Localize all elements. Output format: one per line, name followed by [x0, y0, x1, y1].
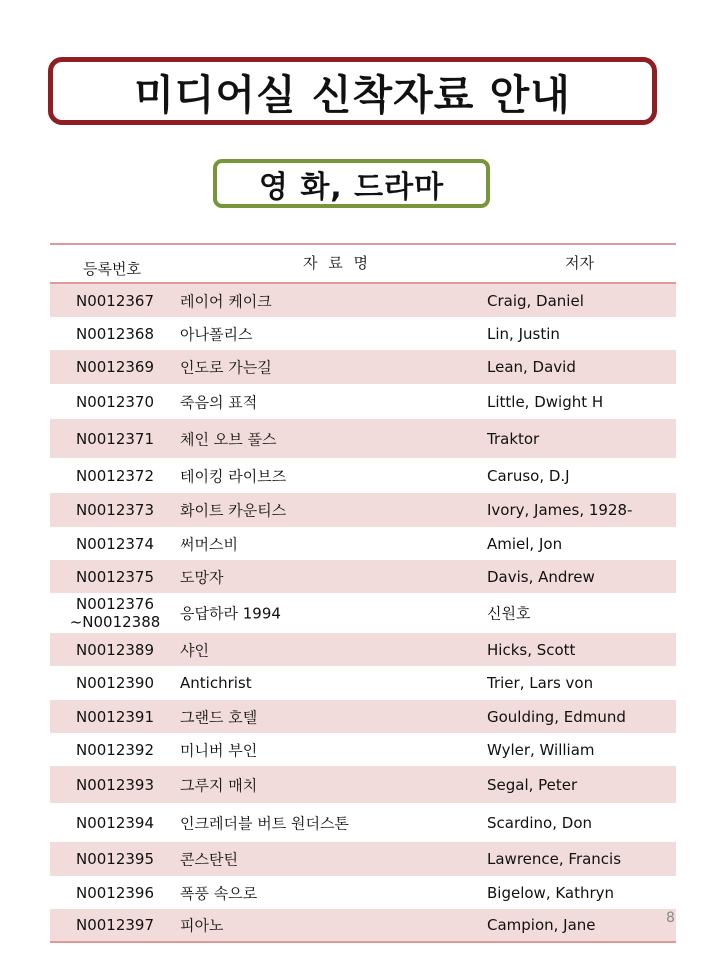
reg-no-cell: N0012395: [75, 850, 155, 868]
table-row: [50, 733, 676, 766]
author-cell: Amiel, Jon: [487, 534, 563, 553]
reg-no-cell: N0012372: [75, 466, 155, 485]
title-cell: 인도로 가는길: [180, 358, 272, 377]
author-cell: Ivory, James, 1928-: [487, 501, 633, 519]
reg-no-cell: N0012373: [75, 501, 155, 519]
author-cell: Lawrence, Francis: [487, 850, 622, 868]
author-cell: Scardino, Don: [487, 813, 593, 832]
title-cell: 도망자: [180, 568, 224, 586]
reg-no-cell: N0012368: [75, 324, 155, 343]
table-row: [50, 633, 676, 666]
title-cell: 죽음의 표적: [180, 393, 258, 411]
author-cell: Caruso, D.J: [487, 466, 570, 485]
table-row: [50, 419, 676, 458]
table-row: [50, 803, 676, 842]
table-row: [50, 876, 676, 909]
table-row: [50, 766, 676, 803]
table-row: [50, 493, 676, 527]
column-header-reg-no: 등록번호: [83, 260, 141, 278]
author-cell: Craig, Daniel: [487, 291, 584, 310]
reg-no-cell: N0012397: [75, 916, 155, 934]
title-cell: 콘스탄틴: [180, 850, 238, 869]
title-cell: 응답하라 1994: [180, 604, 281, 623]
reg-no-cell: N0012369: [75, 358, 155, 376]
table-row: [50, 666, 676, 700]
title-cell: 미니버 부인: [180, 741, 258, 759]
reg-no-cell: N0012390: [75, 674, 155, 692]
title-cell: 그루지 매치: [180, 776, 258, 794]
author-cell: Trier, Lars von: [487, 674, 594, 692]
title-cell: 폭풍 속으로: [180, 884, 258, 902]
title-cell: Antichrist: [180, 674, 252, 692]
reg-no-cell: N0012392: [75, 740, 155, 759]
reg-no-cell: N0012391: [75, 707, 155, 726]
title-cell: 인크레더블 버트 원더스톤: [180, 814, 349, 832]
title-cell: 그랜드 호텔: [180, 708, 258, 726]
author-cell: Hicks, Scott: [487, 640, 576, 659]
table-row: [50, 284, 676, 317]
author-cell: Lean, David: [487, 358, 576, 376]
title-cell: 테이킹 라이브즈: [180, 467, 287, 485]
table-row: [50, 384, 676, 419]
author-cell: Goulding, Edmund: [487, 707, 626, 726]
table-row: [50, 842, 676, 876]
author-cell: Lin, Justin: [487, 324, 560, 343]
acquisitions-table: [50, 243, 676, 943]
table-row: [50, 527, 676, 560]
table-header: [50, 243, 676, 284]
reg-no-cell: N0012396: [75, 883, 155, 902]
author-cell: Traktor: [487, 429, 540, 448]
title-cell: 체인 오브 풀스: [180, 430, 277, 448]
author-cell: Campion, Jane: [487, 916, 596, 934]
table-row: [50, 593, 676, 633]
author-cell: Davis, Andrew: [487, 567, 595, 586]
author-cell: 신원호: [487, 604, 531, 623]
reg-no-cell: N0012394: [75, 813, 155, 832]
table-row: [50, 560, 676, 593]
reg-no-cell: N0012371: [75, 429, 155, 448]
title-cell: 샤인: [180, 641, 209, 659]
page-title: 미디어실 신착자료 안내: [48, 57, 657, 125]
reg-no-cell: [50, 595, 180, 631]
table-row: [50, 350, 676, 384]
column-header-author: 저자: [565, 254, 594, 272]
author-cell: Segal, Peter: [487, 775, 578, 794]
title-cell: 화이트 카운티스: [180, 501, 287, 520]
reg-no-cell: N0012370: [75, 392, 155, 411]
table-row: [50, 909, 676, 943]
table-row: [50, 458, 676, 493]
author-cell: Little, Dwight H: [487, 392, 604, 411]
reg-no-cell: N0012374: [75, 534, 155, 553]
reg-no-cell: N0012393: [75, 775, 155, 794]
author-cell: Wyler, William: [487, 740, 595, 759]
reg-no-cell: N0012367: [75, 291, 155, 310]
title-cell: 피아노: [180, 916, 224, 935]
reg-no-range-start: N0012376: [75, 595, 155, 613]
table-row: [50, 700, 676, 733]
reg-no-cell: N0012375: [75, 567, 155, 586]
reg-no-cell: N0012389: [75, 640, 155, 659]
title-cell: 레이어 케이크: [180, 292, 272, 310]
section-title: 영 화, 드라마: [213, 159, 490, 208]
title-cell: 써머스비: [180, 535, 238, 553]
reg-no-range-end: ~N0012388: [69, 613, 161, 631]
table-row: [50, 317, 676, 350]
author-cell: Bigelow, Kathryn: [487, 883, 615, 902]
page-number: 8: [666, 910, 675, 926]
title-cell: 아나폴리스: [180, 325, 253, 343]
column-header-title: 자 료 명: [303, 254, 372, 272]
